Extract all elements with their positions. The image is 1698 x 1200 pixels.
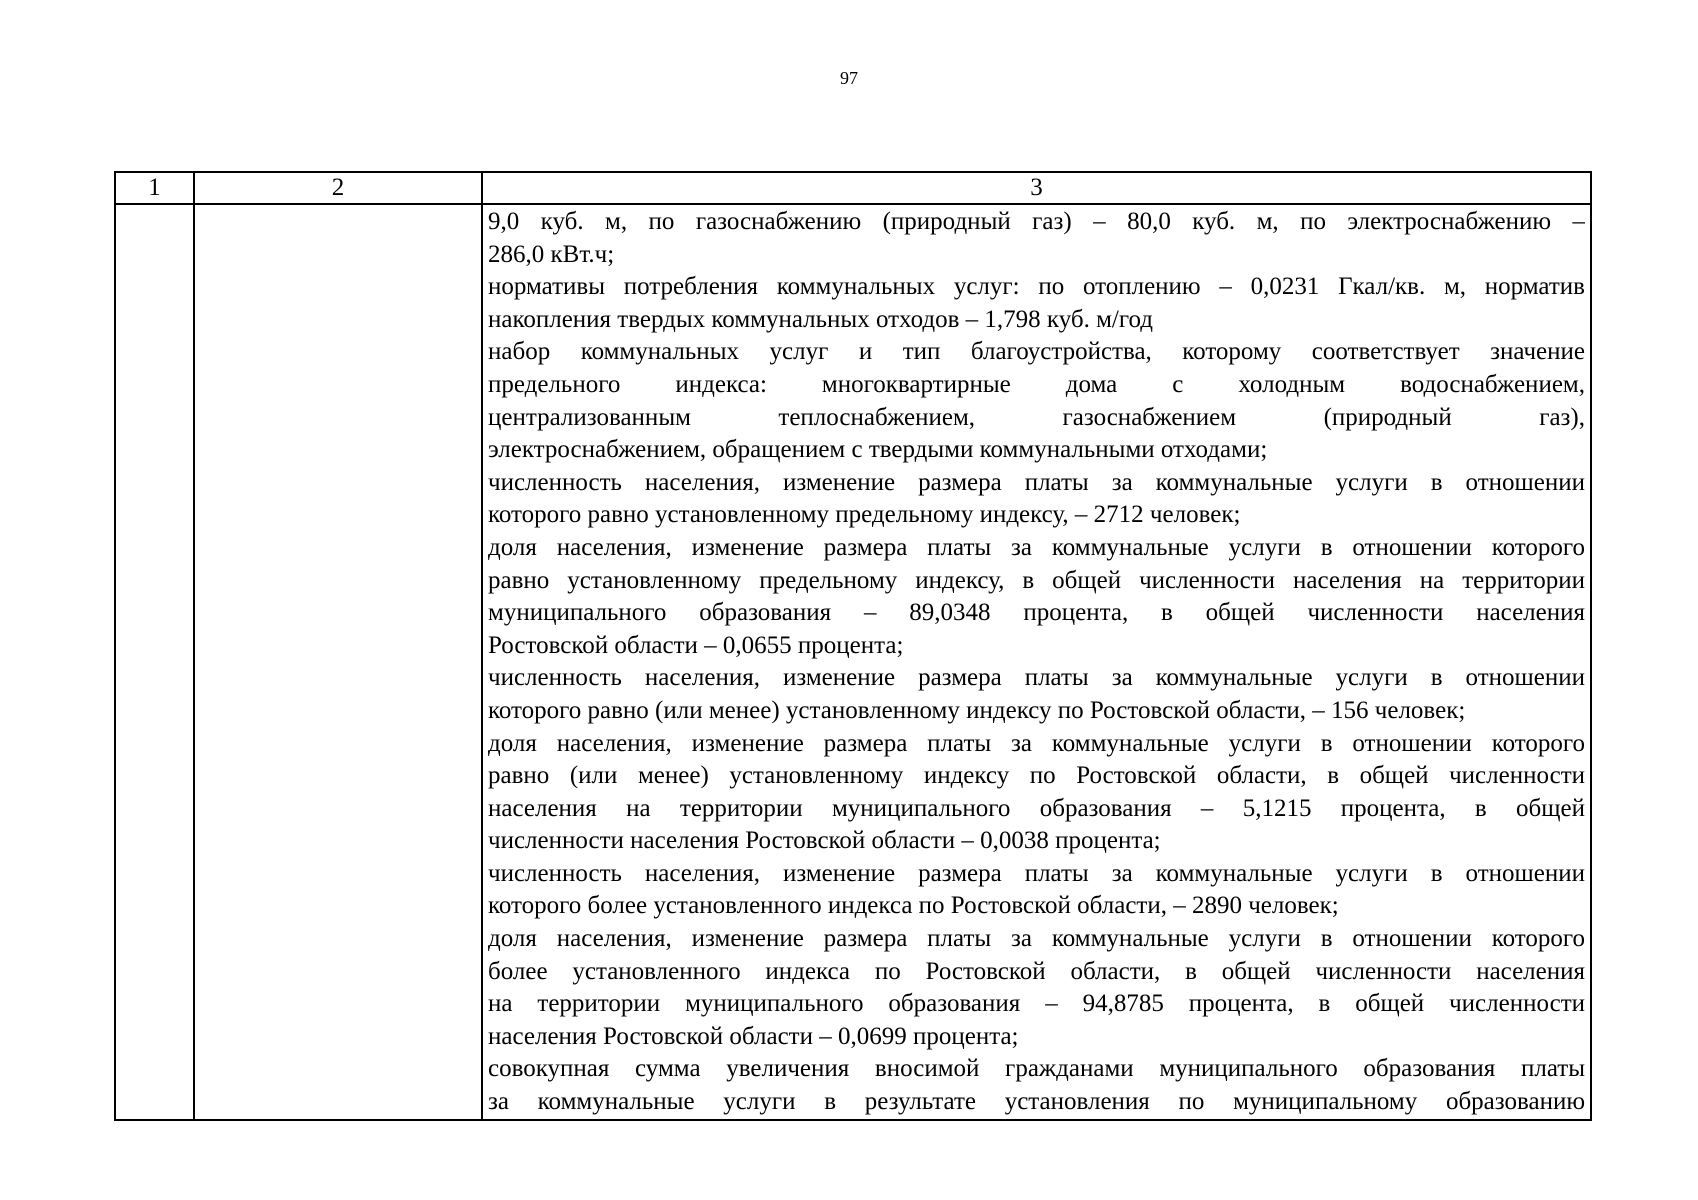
text-line [488, 271, 1585, 304]
text-line-content: набор коммунальных услуг и тип благоустройства, которому соответствует значение [488, 338, 1585, 366]
text-line [488, 1053, 1585, 1086]
text-line [488, 988, 1585, 1021]
header-cell-2: 2 [194, 172, 482, 204]
text-line-content: которого равно (или менее) установленному индексу по Ростовской области, – 156 человек; [488, 696, 1466, 724]
text-line [488, 402, 1585, 435]
text-line [488, 728, 1585, 761]
text-line [488, 239, 1585, 272]
text-line-content: накопления твердых коммунальных отходов – 1,798 куб. м/год [488, 305, 1153, 333]
text-line-content: которого равно установленному предельному индексу, – 2712 человек; [488, 501, 1241, 529]
document-table [114, 171, 1592, 1121]
text-line [488, 1086, 1585, 1119]
page-number: 97 [840, 68, 858, 88]
text-line [488, 304, 1585, 337]
text-line-content: доля населения, изменение размера платы за коммунальные услуги в отношении которого [488, 533, 1585, 561]
text-line-content: предельного индекса: многоквартирные дома с холодным водоснабжением, [488, 370, 1585, 398]
text-line-content: которого более установленного индекса по Ростовской области, – 2890 человек; [488, 892, 1339, 920]
text-line-content: населения Ростовской области – 0,0699 процента; [488, 1022, 1019, 1050]
text-line [488, 825, 1585, 858]
text-line-content: численности населения Ростовской области – 0,0038 процента; [488, 827, 1161, 855]
text-line-content: численность населения, изменение размера платы за коммунальные услуги в отношении [488, 664, 1585, 692]
text-line-content: доля населения, изменение размера платы за коммунальные услуги в отношении которого [488, 729, 1585, 757]
text-line-content: централизованным теплоснабжением, газоснабжением (природный газ), [488, 403, 1585, 431]
text-line [488, 793, 1585, 826]
text-line-content: совокупная сумма увеличения вносимой гражданами муниципального образования платы [488, 1055, 1585, 1083]
text-line [488, 532, 1585, 565]
text-line-content: доля населения, изменение размера платы за коммунальные услуги в отношении которого [488, 925, 1585, 953]
table-row [115, 204, 1591, 1120]
body-cell-1 [115, 204, 194, 1120]
text-line-content: численность населения, изменение размера платы за коммунальные услуги в отношении [488, 468, 1585, 496]
text-line [488, 890, 1585, 923]
body-cell-3 [482, 204, 1591, 1120]
cell-text-content [483, 205, 1590, 1119]
header-cell-1: 1 [115, 172, 194, 204]
text-line [488, 369, 1585, 402]
text-line-content: численность населения, изменение размера платы за коммунальные услуги в отношении [488, 859, 1585, 887]
text-line-content: более установленного индекса по Ростовской области, в общей численности населения [488, 957, 1585, 985]
text-line [488, 695, 1585, 728]
text-line [488, 760, 1585, 793]
text-line-content: населения на территории муниципального образования – 5,1215 процента, в общей [488, 794, 1585, 822]
text-line [488, 1021, 1585, 1054]
text-line-content: электроснабжением, обращением с твердыми коммунальными отходами; [488, 436, 1268, 464]
text-line-content: Ростовской области – 0,0655 процента; [488, 631, 904, 659]
text-line-content: за коммунальные услуги в результате установления по муниципальному образованию [488, 1088, 1585, 1116]
text-line [488, 956, 1585, 989]
table-header-row [115, 172, 1591, 204]
text-line [488, 434, 1585, 467]
text-line-content: 9,0 куб. м, по газоснабжению (природный газ) – 80,0 куб. м, по электроснабжению – [488, 208, 1585, 235]
text-line-content: равно установленному предельному индексу, в общей численности населения на территории [488, 566, 1585, 594]
text-line-content: нормативы потребления коммунальных услуг: по отоплению – 0,0231 Гкал/кв. м, норматив [488, 273, 1585, 301]
text-line [488, 467, 1585, 500]
body-cell-2 [194, 204, 482, 1120]
text-line-content: муниципального образования – 89,0348 процента, в общей численности населения [488, 599, 1585, 627]
text-line [488, 630, 1585, 663]
text-line-content: равно (или менее) установленному индексу по Ростовской области, в общей численности [488, 762, 1585, 790]
text-line [488, 662, 1585, 695]
text-line [488, 923, 1585, 956]
header-cell-3: 3 [482, 172, 1591, 204]
text-line-content: 286,0 кВт.ч; [488, 240, 615, 268]
text-line [488, 499, 1585, 532]
text-line [488, 858, 1585, 891]
text-line [488, 336, 1585, 369]
text-line-content: на территории муниципального образования – 94,8785 процента, в общей численности [488, 990, 1585, 1018]
text-line [488, 206, 1585, 239]
text-line [488, 597, 1585, 630]
text-line [488, 565, 1585, 598]
